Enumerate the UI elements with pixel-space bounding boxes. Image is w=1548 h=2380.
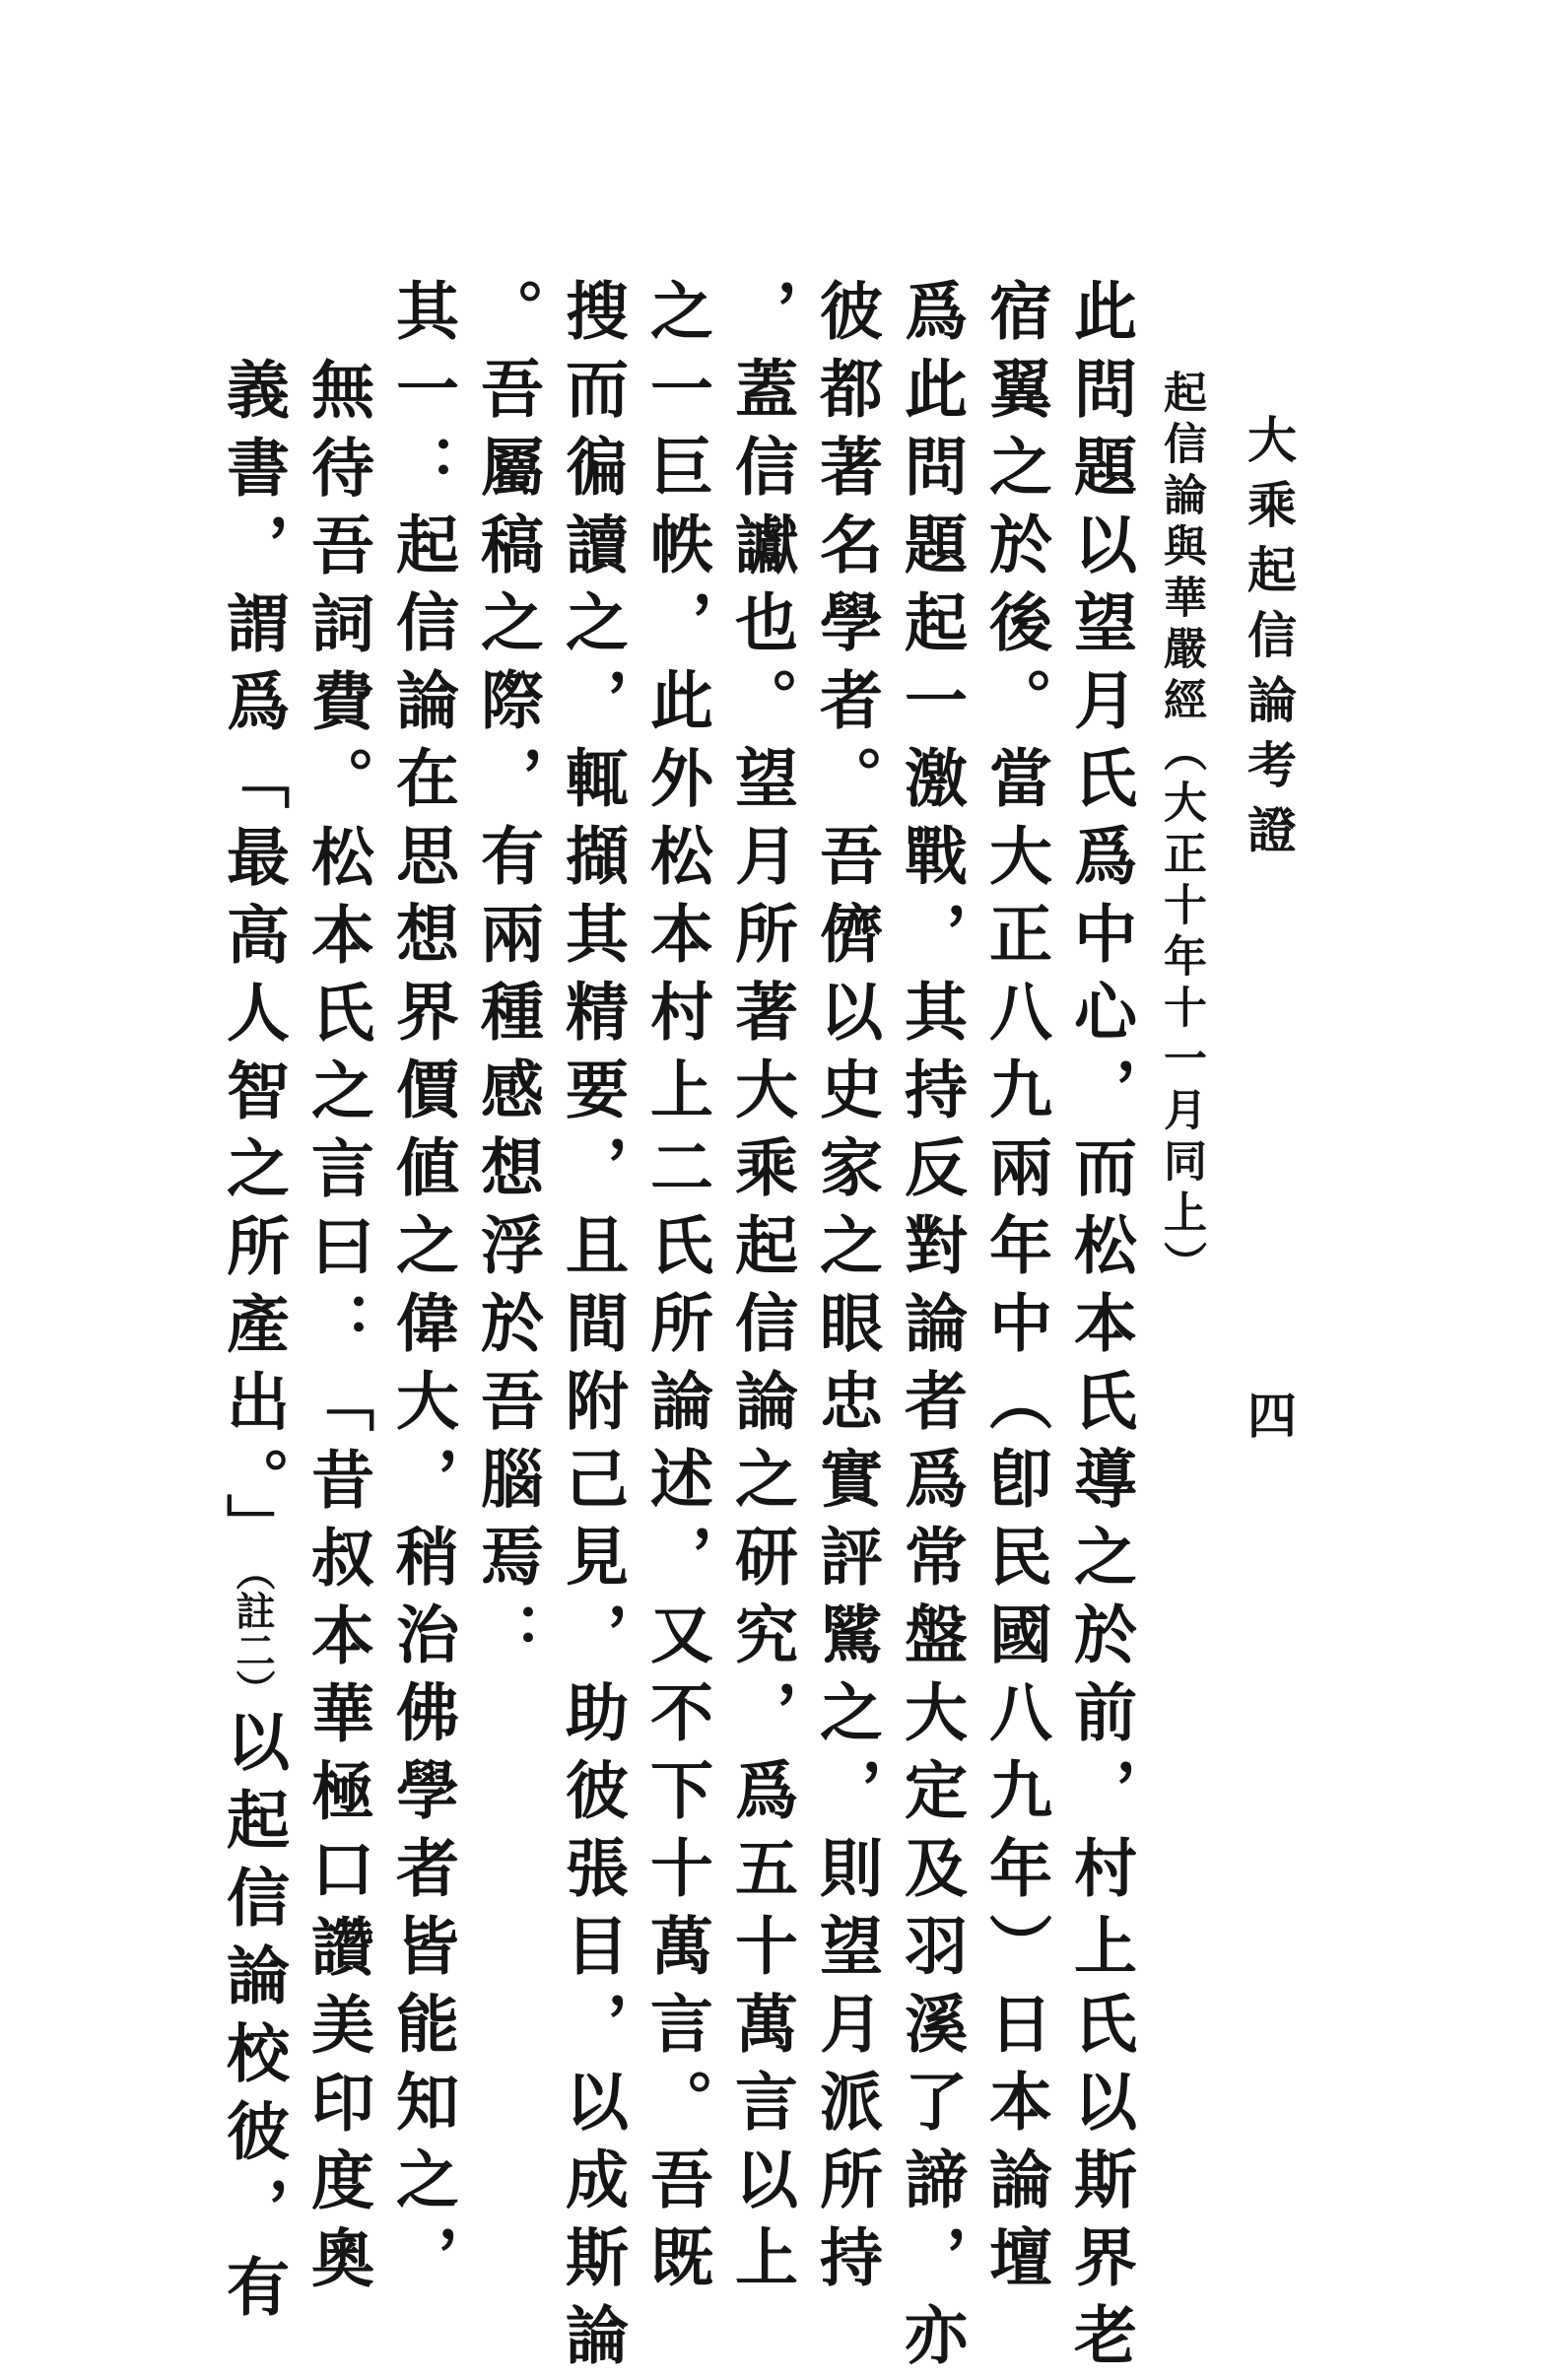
page-number: 四 <box>1240 1390 1298 1455</box>
text-column-11-part-a: 義書，謂爲「最高人智之所產出。」 <box>216 357 290 1571</box>
text-column-3: 爲此問題起一激戰，其持反對論者爲常盤大定及羽溪了諦，亦 <box>894 278 968 2380</box>
section-heading: 起信論與華嚴經（大正十年十一月同上） <box>1156 370 1206 1292</box>
text-column-7: 搜而徧讀之，輒擷其精要，且間附己見，助彼張目，以成斯論 <box>555 278 629 2380</box>
text-column-6: 之一巨帙，此外松本村上二氏所論述，又不下十萬言。吾既 <box>639 278 713 2302</box>
text-column-11 <box>216 357 290 2332</box>
text-column-1: 此問題以望月氏爲中心，而松本氏導之於前，村上氏以斯界老 <box>1063 278 1137 2380</box>
footnote-reference: （註二） <box>230 1571 276 1709</box>
text-column-4: 彼都著名學者。吾儕以史家之眼忠實評騭之，則望月派所持 <box>809 278 883 2302</box>
running-head-title: 大乘起信論考證 <box>1240 414 1298 869</box>
text-column-10: 無待吾詞費。松本氏之言曰：「昔叔本華極口讚美印度奧 <box>301 357 374 2303</box>
text-column-8: 。吾屬稿之際，有兩種感想浮於吾腦焉： <box>470 278 544 1679</box>
text-column-11-part-b: 以起信論校彼，有 <box>216 1709 290 2332</box>
text-column-2: 宿翼之於後。當大正八九兩年中（卽民國八九年）日本論壇 <box>978 278 1052 2302</box>
text-column-5: ，蓋信讞也。望月所著大乘起信論之研究，爲五十萬言以上 <box>724 278 798 2302</box>
text-column-9: 其一：起信論在思想界價値之偉大，稍治佛學者皆能知之， <box>385 278 459 2302</box>
